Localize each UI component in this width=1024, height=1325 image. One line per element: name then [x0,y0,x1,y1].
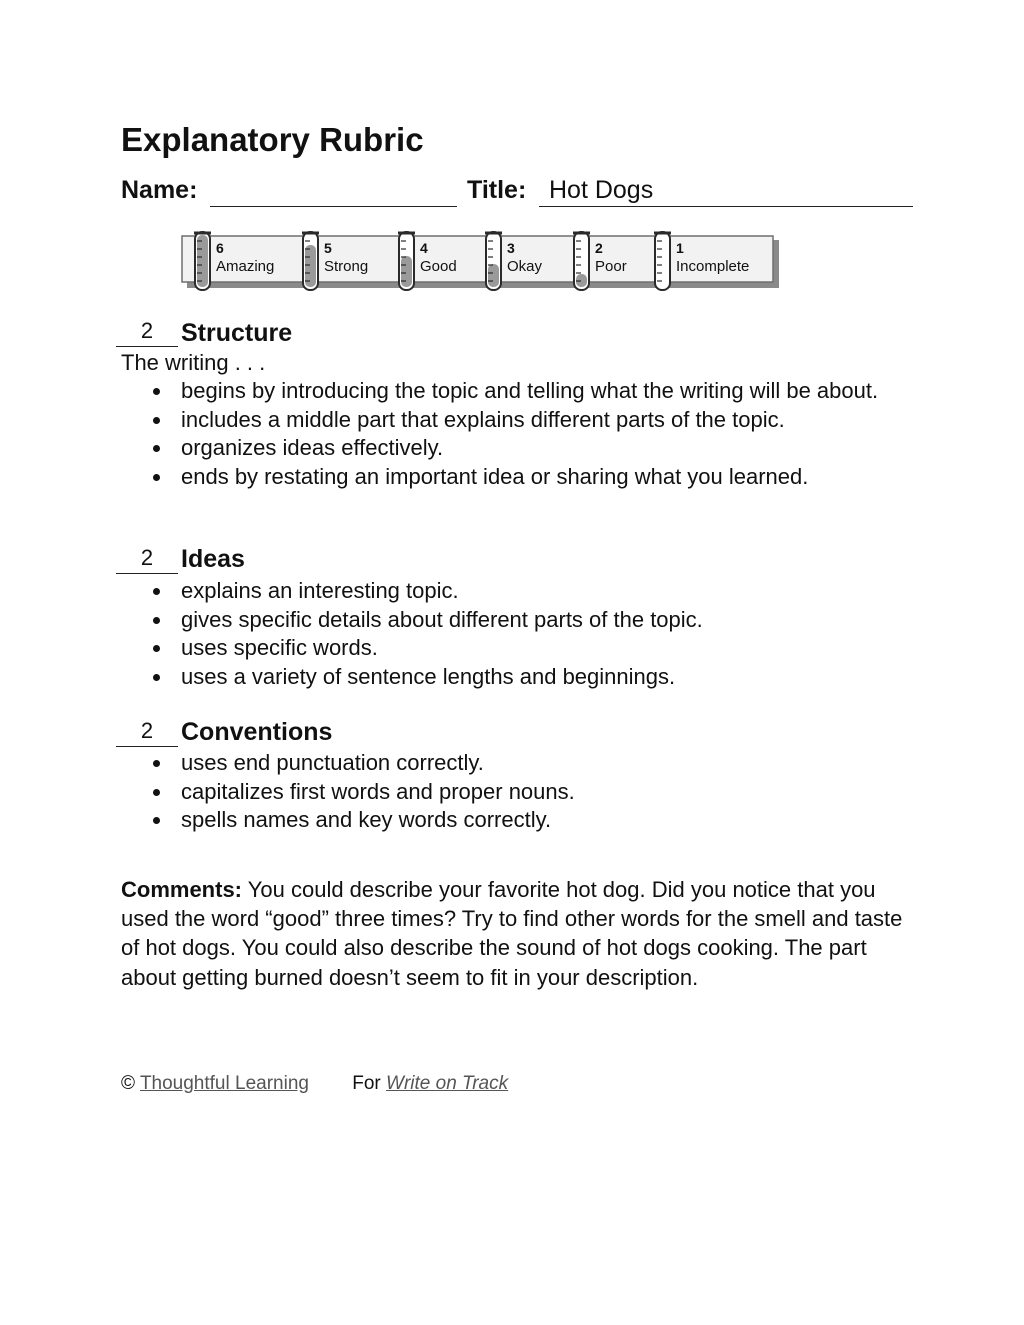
scale-label: Amazing [216,258,275,275]
publisher-link[interactable]: Thoughtful Learning [139,1073,309,1094]
test-tube-fill [401,256,412,287]
criterion-text: ends by restating an important idea or sharing what you learned. [181,463,809,489]
bullet-icon [153,474,160,481]
bullet-icon [153,760,160,767]
book-link[interactable] [386,1073,508,1094]
comments-label: Comments: [121,877,243,902]
ideas-score[interactable]: 2 [116,545,178,574]
list-item [121,749,881,778]
page-title: Explanatory Rubric [121,121,424,158]
structure-score[interactable]: 2 [116,318,178,347]
scale-label: Okay [507,258,543,275]
list-item [121,606,881,635]
scale-number: 4 [420,240,428,256]
test-tube-fill [197,235,208,287]
list-item [121,434,881,463]
ideas-criteria-list [121,577,881,691]
bullet-icon [153,417,160,424]
bullet-icon [153,817,160,824]
scale-number: 2 [595,240,603,256]
criterion-text: uses end punctuation correctly. [181,750,484,775]
conventions-score[interactable]: 2 [116,718,178,747]
bullet-icon [153,674,160,681]
list-item [121,463,881,492]
criterion-text: spells names and key words correctly. [181,807,552,832]
conventions-criteria-list [121,749,881,835]
structure-heading: Structure [181,319,293,347]
list-item [121,806,881,835]
criterion-text: uses a variety of sentence lengths and beginnings. [181,663,676,689]
scale-label: Incomplete [676,258,750,275]
list-item [121,663,881,692]
structure-intro: The writing . . . [121,350,266,375]
bullet-icon [153,789,160,796]
conventions-heading: Conventions [181,718,333,746]
scale-label: Poor [595,258,627,275]
criterion-text: explains an interesting topic. [181,578,459,603]
list-item [121,577,881,606]
criterion-text: includes a middle part that explains different parts of the topic. [181,406,785,432]
for-label: For [352,1073,381,1094]
book-title: Write on Track [386,1073,509,1094]
scale-number: 6 [216,240,224,256]
comments-text: You could describe your favorite hot dog. Did you notice that you used the word “good” three times? Try to find other words for the smell and taste of hot dogs. You could also describe the sound of hot dogs cooking. The part about getting burned doesn’t seem to fit in your description. [121,877,903,990]
title-value: Hot Dogs [549,176,654,204]
criterion-text: begins by introducing the topic and telling what the writing will be about. [181,378,879,403]
scale-number: 5 [324,240,332,256]
copyright-symbol: © [121,1073,135,1094]
list-item [121,634,881,663]
bullet-icon [153,645,160,652]
name-label: Name: [121,176,198,204]
scale-number: 1 [676,240,684,256]
criterion-text: gives specific details about different parts of the topic. [181,606,703,632]
criterion-text: capitalizes first words and proper nouns. [181,778,575,804]
structure-criteria-list [121,377,881,491]
bullet-icon [153,588,160,595]
criterion-text: uses specific words. [181,635,378,660]
list-item [121,406,881,435]
bullet-icon [153,388,160,395]
list-item [121,377,881,406]
scale-label: Strong [324,258,369,275]
bullet-icon [153,445,160,452]
bullet-icon [153,617,160,624]
name-field[interactable] [210,172,457,207]
rating-scale-bar [181,229,781,295]
footer [121,1072,508,1096]
test-tube-fill [488,264,499,287]
list-item [121,778,881,807]
title-label: Title: [467,176,527,204]
ideas-heading: Ideas [181,545,245,573]
comments-block [121,875,911,992]
scale-label: Good [420,258,457,275]
criterion-text: organizes ideas effectively. [181,435,444,460]
scale-number: 3 [507,240,515,256]
